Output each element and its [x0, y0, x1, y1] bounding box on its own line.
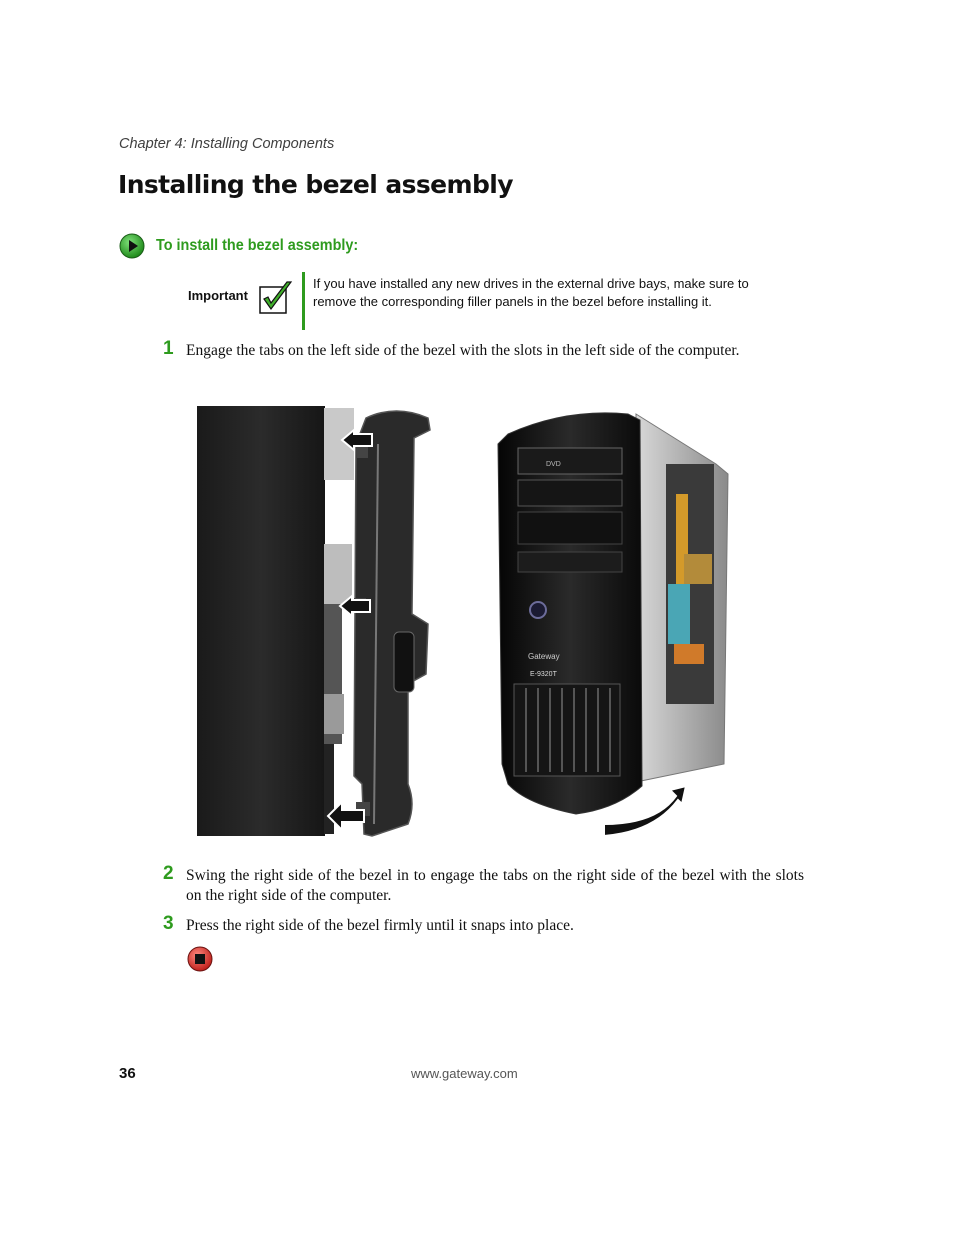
- model-text: E-9320T: [530, 671, 557, 678]
- stop-icon: [187, 946, 213, 972]
- procedure-label: To install the bezel assembly:: [156, 237, 359, 254]
- checkmark-icon: [258, 279, 294, 317]
- page-number: 36: [119, 1065, 136, 1082]
- side-view-photo: [197, 406, 430, 836]
- step-1-number: 1: [163, 338, 174, 359]
- front-view-photo: [498, 413, 728, 836]
- footer-url: www.gateway.com: [411, 1066, 518, 1081]
- chapter-header: Chapter 4: Installing Components: [119, 136, 335, 152]
- bezel-installation-illustration: [196, 404, 736, 840]
- important-divider: [302, 272, 305, 330]
- important-text: If you have installed any new drives in the external drive bays, make sure to remove the corresponding filler panels in the bezel before installing it.: [313, 276, 749, 309]
- step-1-text: Engage the tabs on the left side of the bezel with the slots in the left side of the computer.: [186, 342, 740, 359]
- procedure-heading: [119, 233, 381, 259]
- dvd-label: DVD: [546, 461, 561, 468]
- step-3-text: Press the right side of the bezel firmly until it snaps into place.: [186, 917, 574, 934]
- important-label: Important: [188, 288, 248, 303]
- gateway-logo-text: Gateway: [528, 652, 560, 661]
- step-2-text: Swing the right side of the bezel in to engage the tabs on the right side of the bezel with the slots on the right side of the computer.: [186, 867, 804, 904]
- page-title: Installing the bezel assembly: [118, 170, 513, 199]
- play-arrow-icon: [119, 233, 145, 259]
- step-3-number: 3: [163, 913, 174, 934]
- step-2-number: 2: [163, 863, 174, 884]
